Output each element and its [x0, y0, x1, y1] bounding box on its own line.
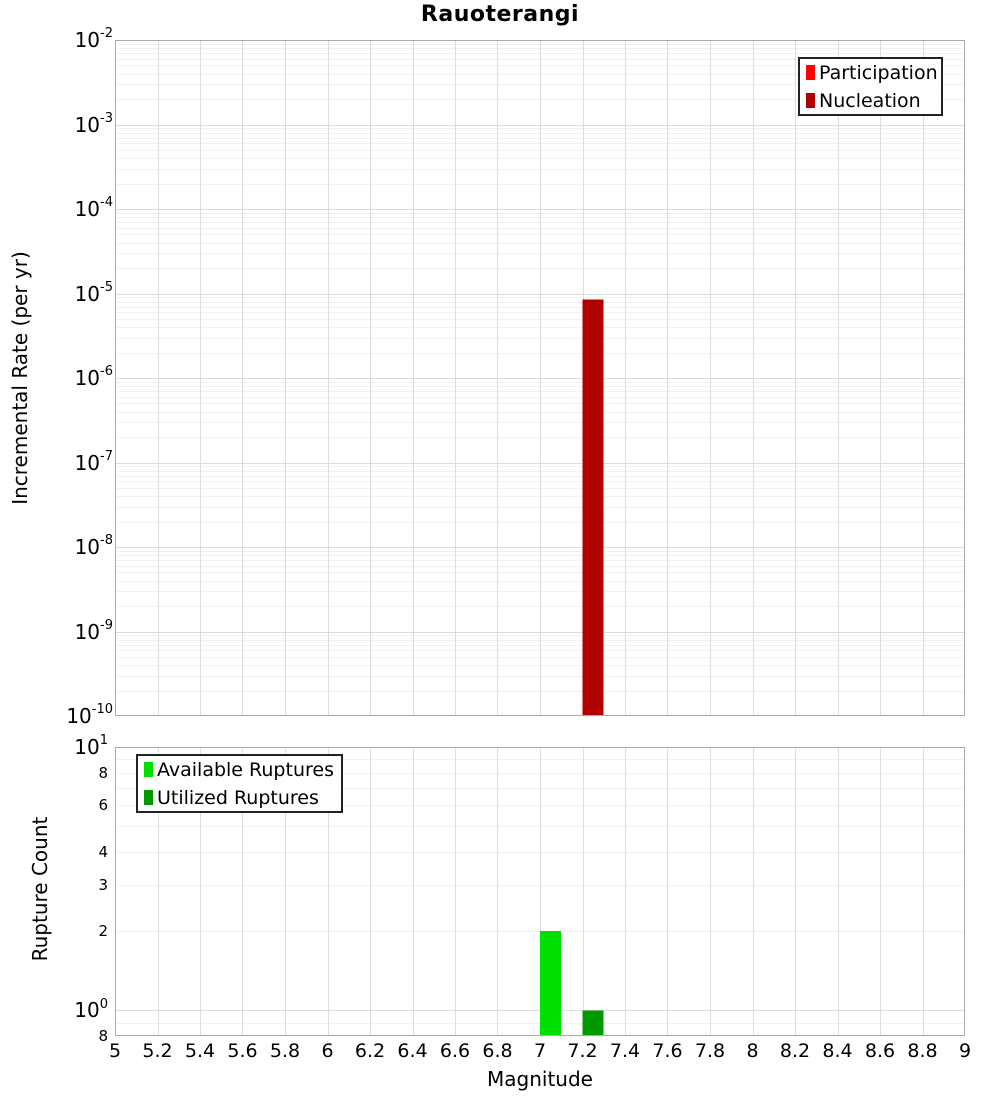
bottom-legend: [136, 754, 343, 813]
x-tick-label: 8.4: [822, 1040, 853, 1062]
bottom-y-axis-label: Rupture Count: [28, 816, 52, 962]
legend-label-nucleation: Nucleation: [819, 89, 921, 112]
y-tick-label: $10^{-6}$: [74, 364, 113, 390]
major-gridlines: [115, 40, 965, 716]
x-tick-label: 5.2: [142, 1040, 173, 1062]
y-tick-label: $10^{-9}$: [74, 617, 113, 644]
x-tick-label: 5.8: [269, 1040, 301, 1062]
legend-row-participation: [806, 61, 938, 84]
y-tick-label: $10^{-5}$: [74, 279, 113, 306]
x-tick-label: 5.4: [184, 1040, 216, 1062]
y-tick-label: 4: [98, 842, 108, 861]
x-tick-label: 6: [321, 1040, 334, 1062]
x-tick-label: 8.2: [779, 1040, 811, 1062]
legend-label-available: Available Ruptures: [157, 758, 334, 781]
y-tick-label: 3: [98, 875, 108, 894]
nucleation-bar: [583, 300, 604, 717]
x-tick-label: 7.8: [694, 1040, 726, 1062]
x-tick-label: 6.2: [354, 1040, 386, 1062]
y-tick-label: $10^{-7}$: [74, 448, 113, 475]
legend-label-participation: Participation: [819, 61, 938, 84]
utilized-ruptures-swatch-icon: [144, 790, 153, 805]
y-tick-label: $10^{-8}$: [74, 533, 113, 559]
x-tick-label: 8: [746, 1040, 759, 1062]
nucleation-swatch-icon: [806, 93, 815, 108]
x-tick-label: 6.8: [482, 1040, 513, 1062]
participation-swatch-icon: [806, 65, 815, 80]
top-legend: [798, 57, 943, 116]
y-tick-label: $10^0$: [74, 996, 108, 1023]
legend-label-utilized: Utilized Ruptures: [157, 786, 319, 809]
available-ruptures-bar: [540, 931, 561, 1036]
x-axis-label: Magnitude: [487, 1067, 593, 1091]
x-tick-label: 8.8: [907, 1040, 938, 1062]
x-tick-label: 7.2: [567, 1040, 598, 1062]
available-ruptures-swatch-icon: [144, 762, 153, 777]
top-y-axis-label: Incremental Rate (per yr): [8, 251, 32, 505]
x-tick-label: 6.4: [397, 1040, 428, 1062]
top-plot-area: [115, 40, 965, 716]
x-tick-label: 8.6: [864, 1040, 896, 1062]
bars: [540, 931, 604, 1036]
x-tick-label: 5: [108, 1040, 122, 1062]
x-tick-label: 7.4: [609, 1040, 641, 1062]
utilized-ruptures-bar: [583, 1011, 604, 1037]
x-tick-label: 5.6: [227, 1040, 258, 1062]
legend-row-nucleation: [806, 90, 935, 112]
y-tick-label: $10^{-3}$: [74, 110, 113, 137]
x-tick-label: 6.6: [439, 1040, 471, 1062]
legend-row-available: [144, 759, 335, 781]
y-tick-label: $10^{-10}$: [66, 702, 113, 728]
y-tick-label: $10^1$: [74, 733, 108, 759]
y-tick-label: $10^{-2}$: [74, 26, 113, 52]
y-tick-label: $10^{-4}$: [74, 195, 113, 221]
y-tick-label: 2: [98, 922, 108, 941]
x-tick-label: 7.6: [652, 1040, 683, 1062]
x-tick-label: 7: [533, 1040, 547, 1062]
y-tick-label: 8: [98, 763, 108, 782]
legend-row-utilized: [144, 787, 335, 809]
chart-title: Rauoterangi: [420, 2, 580, 27]
x-tick-label: 9: [958, 1040, 972, 1062]
bars: [583, 300, 604, 717]
y-tick-label: 6: [98, 796, 108, 815]
y-tick-label: 8: [98, 1027, 108, 1045]
